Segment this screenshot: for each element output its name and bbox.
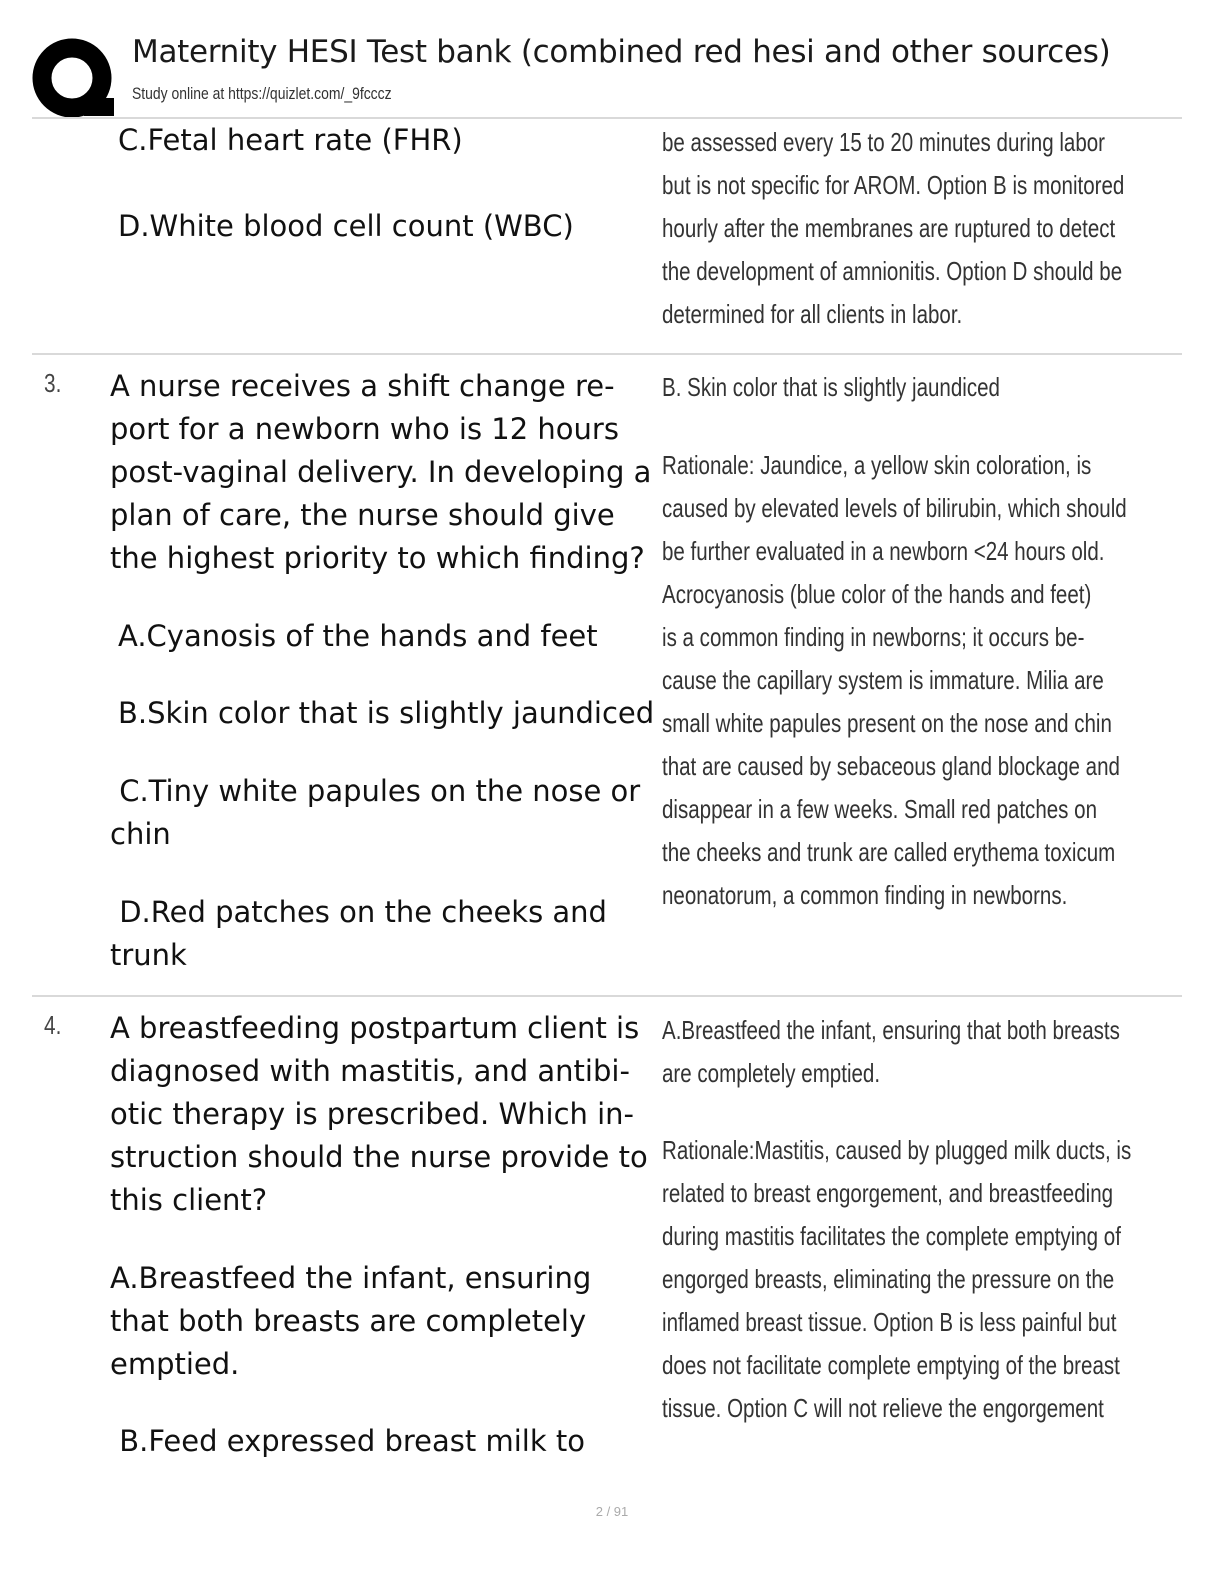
q4-option-b: B.Feed expressed breast milk to xyxy=(110,1424,585,1458)
q2-option-d: D.White blood cell count (WBC) xyxy=(118,209,574,243)
document-title: Maternity HESI Test bank (combined red hesi and other sources) xyxy=(132,34,1111,70)
page-number: 2 / 91 xyxy=(595,1504,629,1519)
card-divider xyxy=(32,353,1182,355)
q3-rationale: Rationale: Jaundice, a yellow skin coloration, is caused by elevated levels of bilirubin, which should be further evaluated in a newborn <24 hours old. Acrocyanosis (blue color of the hands and feet) is a common finding in newborns; it occurs be- cause the capillary system is immature. Milia are small white papules present on the nose and chin that are caused by sebaceous gland blockage and disappear in a few weeks. Small red patches on the cheeks and trunk are called erythema toxicum neonatorum, a common finding in newborns. xyxy=(662,450,1127,910)
q3-correct-answer: B. Skin color that is slightly jaundiced xyxy=(662,372,1000,402)
q4-correct-answer: A.Breastfeed the infant, ensuring that both breasts are completely emptied. xyxy=(662,1015,1120,1088)
q4-rationale: Rationale:Mastitis, caused by plugged milk ducts, is related to breast engorgement, and breastfeeding during mastitis facilitates the complete emptying of engorged breasts, eliminating the pressure on the inflamed breast tissue. Option B is less painful but does not facilitate complete emptying of the breast tissue. Option C will not relieve the engorgement xyxy=(662,1135,1132,1423)
q3-number: 3. xyxy=(44,368,62,398)
q2-rationale-continued: be assessed every 15 to 20 minutes during labor but is not specific for AROM. Option B is monitored hourly after the membranes are ruptured to detect the development of amnionitis. Option D should be determined for all clients in labor. xyxy=(662,127,1125,329)
quizlet-q-logo-icon xyxy=(32,36,118,122)
q3-option-c: C.Tiny white papules on the nose or chin xyxy=(110,774,641,851)
q3-option-a: A.Cyanosis of the hands and feet xyxy=(118,619,598,653)
q4-question: A breastfeeding postpartum client is diagnosed with mastitis, and antibi- otic therapy is prescribed. Which in- struction should the nurse provide to this client? xyxy=(110,1011,648,1217)
q2-option-c: C.Fetal heart rate (FHR) xyxy=(118,123,463,157)
q3-option-d: D.Red patches on the cheeks and trunk xyxy=(110,895,607,972)
q3-question: A nurse receives a shift change re- port for a newborn who is 12 hours post-vaginal delivery. In developing a plan of care, the nurse should give the highest priority to which finding? xyxy=(110,369,652,575)
document-subtitle: Study online at https://quizlet.com/_9fcccz xyxy=(132,84,392,103)
q3-option-b: B.Skin color that is slightly jaundiced xyxy=(118,696,655,730)
card-divider xyxy=(32,995,1182,997)
q4-option-a: A.Breastfeed the infant, ensuring that both breasts are completely emptied. xyxy=(110,1261,592,1381)
document-header xyxy=(32,30,1182,116)
q4-number: 4. xyxy=(44,1010,62,1040)
